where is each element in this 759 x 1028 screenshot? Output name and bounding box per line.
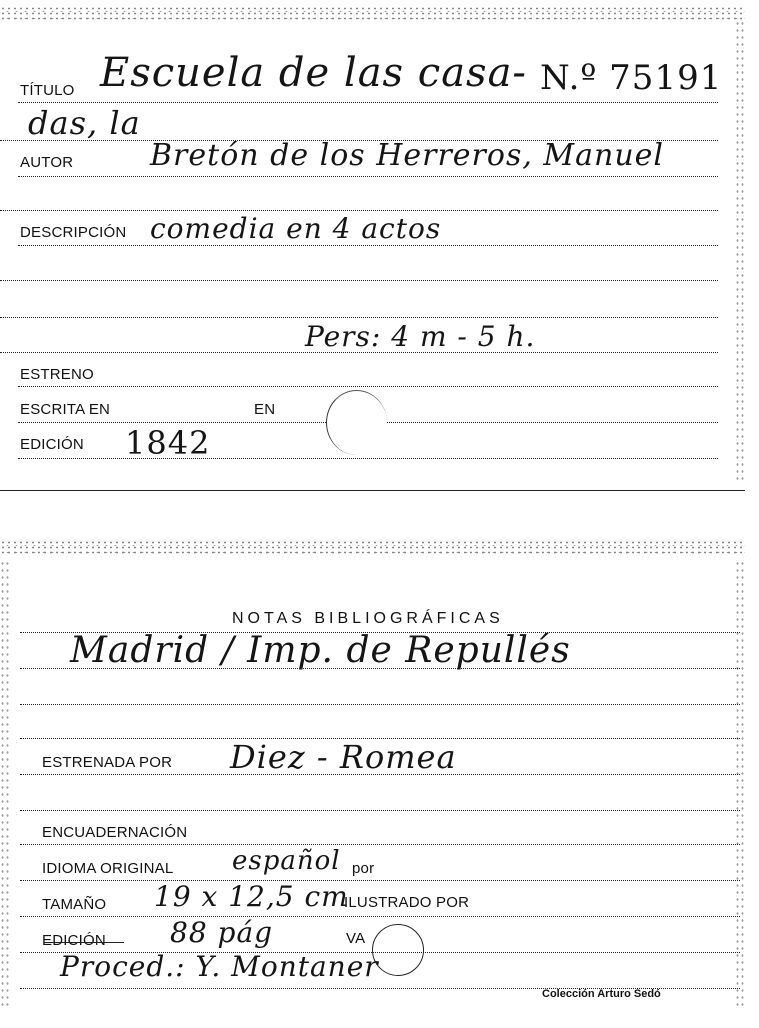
estrenada-value: Diez - Romea (230, 738, 457, 776)
catalog-card-back (0, 540, 745, 1028)
coleccion-label: Colección Arturo Sedó (542, 988, 661, 1000)
card-right-edge (735, 20, 745, 480)
card-top-edge (0, 6, 745, 22)
line-encuadernacion (20, 844, 740, 845)
personajes-value: Pers: 4 m - 5 h. (305, 320, 536, 353)
en-label: EN (254, 401, 276, 418)
card-bottom-line (0, 490, 745, 491)
titulo-value-continued: das, la (28, 104, 141, 142)
numero-value: N.º 75191 (540, 58, 723, 98)
line-autor (18, 176, 718, 177)
encuadernacion-label: ENCUADERNACIÓN (42, 824, 188, 841)
edicion-strike (44, 942, 124, 943)
card-top-edge (0, 540, 745, 556)
line-edicion (18, 458, 718, 459)
notas-heading: NOTAS BIBLIOGRÁFICAS (232, 610, 504, 627)
autor-label: AUTOR (20, 154, 74, 171)
tamano-value: 19 x 12,5 cm (154, 880, 349, 913)
estreno-label: ESTRENO (20, 366, 94, 383)
autor-value: Bretón de los Herreros, Manuel (150, 138, 665, 173)
notas-value: Madrid / Imp. de Repullés (70, 630, 571, 671)
card-left-edge (0, 560, 10, 1010)
idioma-value: español (232, 846, 341, 876)
line-descripcion (18, 245, 718, 246)
line-titulo (18, 102, 718, 103)
por-label: por (352, 860, 375, 877)
descripcion-value: comedia en 4 actos (150, 212, 442, 245)
edicion-label: EDICIÓN (20, 436, 84, 453)
line-blank-2 (0, 280, 718, 281)
edicion-label: EDICIÓN (42, 932, 106, 949)
line-estrenada (20, 774, 740, 775)
edicion-value: 88 pág (170, 916, 274, 949)
descripcion-label: DESCRIPCIÓN (20, 224, 127, 241)
punch-hole (326, 390, 387, 455)
idioma-label: IDIOMA ORIGINAL (42, 860, 174, 877)
titulo-label: TÍTULO (20, 82, 75, 99)
catalog-card-front (0, 0, 745, 492)
line-blank-1 (0, 210, 718, 211)
line-blank-3 (20, 810, 740, 811)
line-estreno (18, 386, 718, 387)
line-idioma (20, 880, 740, 881)
titulo-value: Escuela de las casa- (100, 50, 527, 96)
card-right-edge (735, 560, 745, 1010)
line-notas-2 (20, 668, 740, 669)
line-blank-1 (20, 704, 740, 705)
ilustrado-label: ILUSTRADO POR (344, 894, 470, 911)
tamano-label: TAMAÑO (42, 896, 107, 913)
va-label: VA (346, 930, 366, 947)
estrenada-label: ESTRENADA POR (42, 754, 173, 771)
proced-value: Proced.: Y. Montaner (60, 950, 379, 983)
line-blank-3 (0, 317, 718, 318)
edicion-value: 1842 (125, 424, 211, 462)
library-stamp (372, 924, 424, 976)
line-tamano (20, 916, 740, 917)
escrita-en-label: ESCRITA EN (20, 401, 111, 418)
